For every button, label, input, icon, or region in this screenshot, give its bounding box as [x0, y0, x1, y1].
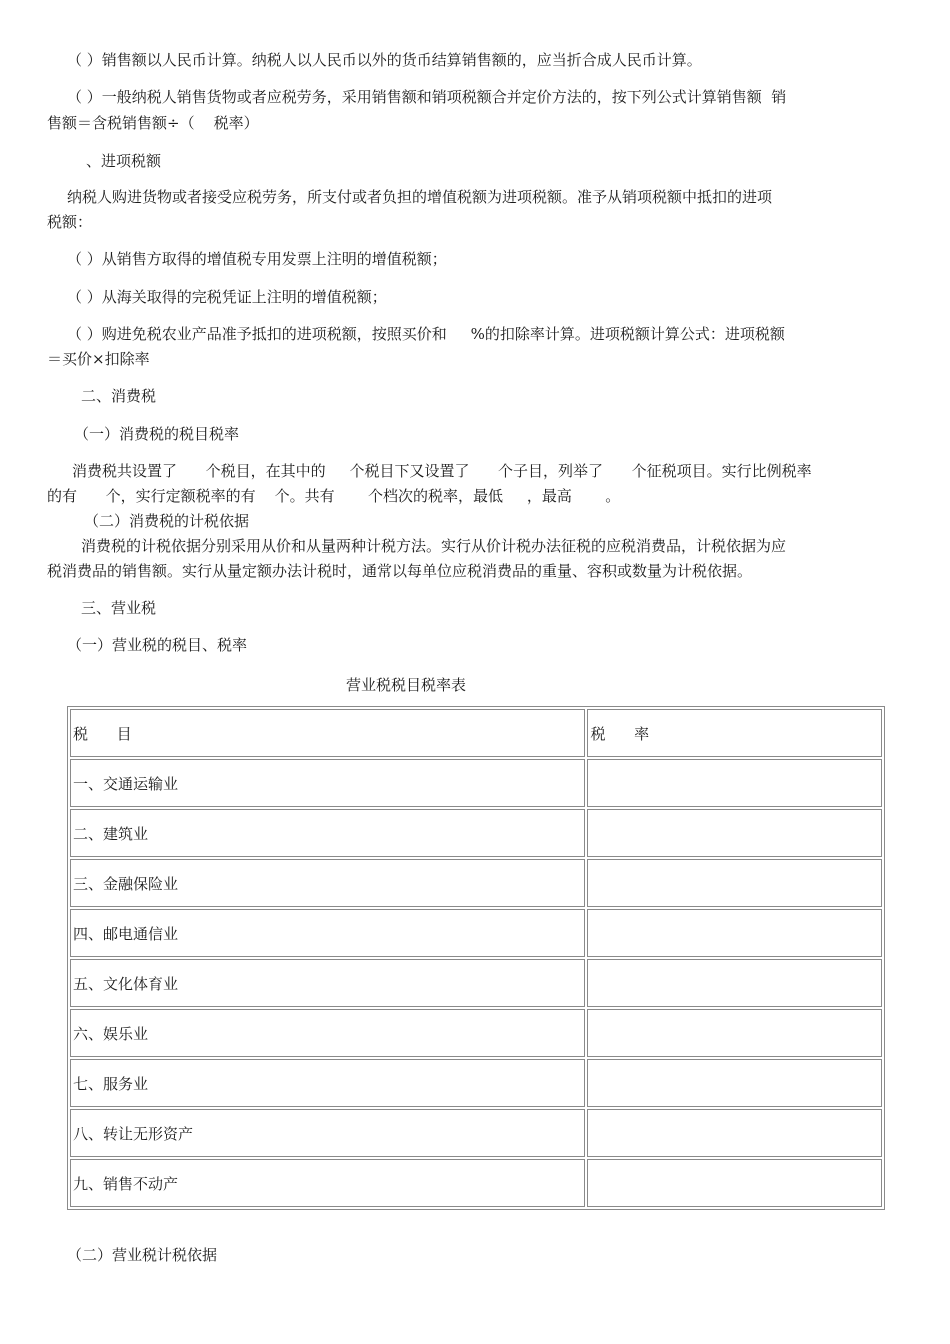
- row-item: 四、邮电通信业: [70, 909, 585, 957]
- row-rate: [587, 1059, 882, 1107]
- heading-business-items: （一）营业税的税目、税率: [67, 636, 248, 654]
- paragraph-tax-inclusive-line1: （ ）一般纳税人销售货物或者应税劳务，采用销售额和销项税额合并定价方法的，按下列公式计算销售额 销: [67, 88, 787, 106]
- table-row: [70, 1109, 882, 1157]
- paragraph-consumption-basis-line1: 消费税的计税依据分别采用从价和从量两种计税方法。实行从价计税办法征税的应税消费品，计税依据为应: [81, 537, 787, 555]
- header-rate: 税 率: [587, 709, 882, 757]
- paragraph-tax-inclusive-line2: 售额＝含税销售额÷（ 税率）: [47, 114, 259, 132]
- row-item: 六、娱乐业: [70, 1009, 585, 1057]
- heading-input-tax: 、进项税额: [86, 152, 162, 170]
- row-item: 二、建筑业: [70, 809, 585, 857]
- paragraph-customs-voucher: （ ）从海关取得的完税凭证上注明的增值税额；: [67, 288, 387, 306]
- table-row: [70, 1159, 882, 1207]
- row-item: 一、交通运输业: [70, 759, 585, 807]
- row-rate: [587, 959, 882, 1007]
- row-rate: [587, 859, 882, 907]
- row-rate: [587, 1009, 882, 1057]
- table-caption: 营业税税目税率表: [346, 676, 467, 694]
- row-rate: [587, 1109, 882, 1157]
- row-rate: [587, 759, 882, 807]
- paragraph-consumption-items-line2: 的有 个，实行定额税率的有 个。共有 个档次的税率，最低 ，最高 。: [47, 487, 621, 505]
- row-rate: [587, 809, 882, 857]
- table-row: [70, 1059, 882, 1107]
- business-tax-rate-table: [67, 706, 885, 1210]
- table-row: [70, 859, 882, 907]
- row-item: 五、文化体育业: [70, 959, 585, 1007]
- heading-consumption-items: （一）消费税的税目税率: [74, 425, 240, 443]
- table-row: [70, 959, 882, 1007]
- table-header-row: [70, 709, 882, 757]
- row-item: 八、转让无形资产: [70, 1109, 585, 1157]
- row-rate: [587, 909, 882, 957]
- paragraph-agricultural-line2: ＝买价×扣除率: [47, 350, 150, 368]
- paragraph-agricultural-line1: （ ）购进免税农业产品准予抵扣的进项税额，按照买价和 %的扣除率计算。进项税额计算公式：进项税额: [67, 325, 785, 343]
- row-item: 三、金融保险业: [70, 859, 585, 907]
- header-item: 税 目: [70, 709, 585, 757]
- paragraph-consumption-items-line1: 消费税共设置了 个税目，在其中的 个税目下又设置了 个子目，列举了 个征税项目。实行比例税率: [72, 462, 812, 480]
- table-row: [70, 909, 882, 957]
- paragraph-input-tax-line2: 税额：: [47, 213, 93, 231]
- row-rate: [587, 1159, 882, 1207]
- row-item: 七、服务业: [70, 1059, 585, 1107]
- heading-consumption-basis: （二）消费税的计税依据: [84, 512, 250, 530]
- paragraph-vat-invoice: （ ）从销售方取得的增值税专用发票上注明的增值税额；: [67, 250, 447, 268]
- heading-business-tax: 三、营业税: [81, 599, 157, 617]
- heading-business-basis: （二）营业税计税依据: [67, 1246, 218, 1264]
- table-row: [70, 1009, 882, 1057]
- paragraph-input-tax-line1: 纳税人购进货物或者接受应税劳务，所支付或者负担的增值税额为进项税额。准予从销项税额中抵扣的进项: [67, 188, 773, 206]
- heading-consumption-tax: 二、消费税: [81, 387, 157, 405]
- table-row: [70, 759, 882, 807]
- table-row: [70, 809, 882, 857]
- paragraph-consumption-basis-line2: 税消费品的销售额。实行从量定额办法计税时，通常以每单位应税消费品的重量、容积或数量为计税依据。: [47, 562, 753, 580]
- paragraph-sales-rmb: （ ）销售额以人民币计算。纳税人以人民币以外的货币结算销售额的，应当折合成人民币计算。: [67, 51, 702, 69]
- row-item: 九、销售不动产: [70, 1159, 585, 1207]
